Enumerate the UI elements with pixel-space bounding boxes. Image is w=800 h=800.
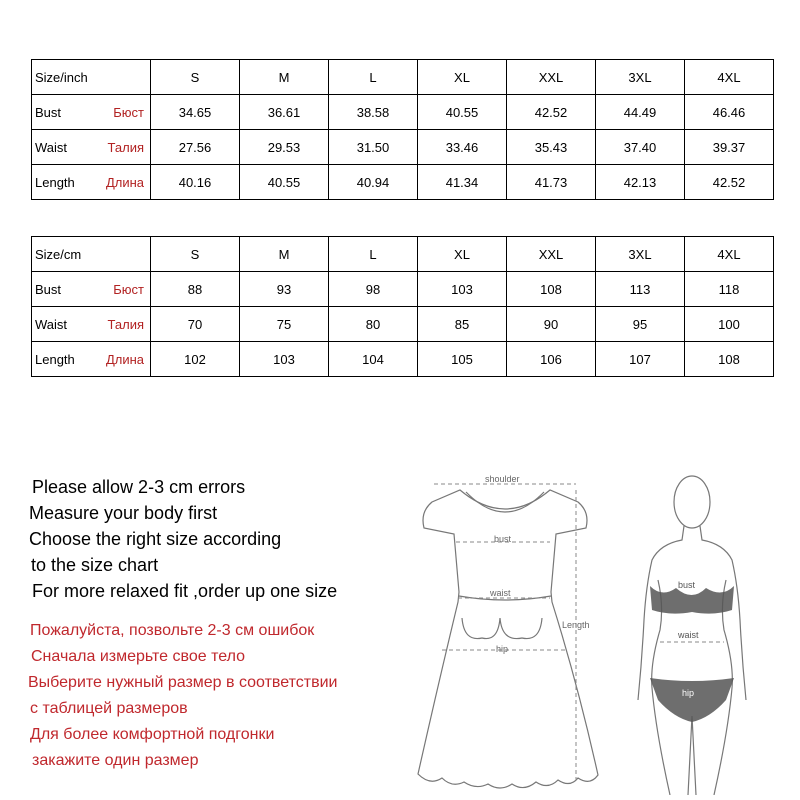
- table-cell: 42.13: [596, 165, 685, 200]
- row-label-ru: Талия: [107, 139, 144, 155]
- size-header: 3XL: [596, 237, 685, 272]
- note-line: Measure your body first: [29, 503, 218, 523]
- table-cell: 103: [240, 342, 329, 377]
- row-label-ru: Бюст: [113, 104, 144, 120]
- body-bust-label: bust: [678, 580, 696, 590]
- table-row: [32, 272, 774, 307]
- table-cell: 105: [418, 342, 507, 377]
- size-header: M: [240, 60, 329, 95]
- row-label: [32, 272, 151, 307]
- table-cell: 108: [685, 342, 774, 377]
- row-label: [32, 130, 151, 165]
- table-cell: 46.46: [685, 95, 774, 130]
- table-cell: 93: [240, 272, 329, 307]
- row-label-en: Bust: [35, 281, 62, 297]
- hip-label: hip: [496, 644, 509, 654]
- table-cell: 33.46: [418, 130, 507, 165]
- table-cell: 38.58: [329, 95, 418, 130]
- size-header: L: [329, 237, 418, 272]
- row-label-en: Bust: [35, 104, 62, 120]
- size-header: M: [240, 237, 329, 272]
- note-line: закажите один размер: [32, 752, 199, 769]
- note-line: Choose the right size according: [29, 529, 282, 549]
- table-cell: 34.65: [151, 95, 240, 130]
- table-cell: 100: [685, 307, 774, 342]
- hip-band: [650, 678, 734, 722]
- bust-label: bust: [494, 534, 512, 544]
- note-line: For more relaxed fit ,order up one size: [32, 581, 338, 601]
- table-cell: 40.16: [151, 165, 240, 200]
- table-cell: 31.50: [329, 130, 418, 165]
- table-row: [32, 165, 774, 200]
- table-cell: 104: [329, 342, 418, 377]
- note-line: Для более комфортной подгонки: [30, 726, 275, 743]
- table-cell: 85: [418, 307, 507, 342]
- waist-label: waist: [490, 588, 511, 598]
- table-row: [32, 307, 774, 342]
- row-label-ru: Длина: [105, 351, 144, 367]
- dress-diagram: [400, 470, 610, 795]
- row-label-en: Waist: [35, 139, 68, 155]
- table-cell: 39.37: [685, 130, 774, 165]
- size-header: XL: [418, 60, 507, 95]
- table-cell: 88: [151, 272, 240, 307]
- table-cell: 40.94: [329, 165, 418, 200]
- dress-fold: [462, 618, 542, 639]
- note-line: с таблицей размеров: [30, 700, 188, 717]
- size-header: S: [151, 237, 240, 272]
- table-cell: 95: [596, 307, 685, 342]
- size-header: XXL: [507, 237, 596, 272]
- size-header: 3XL: [596, 60, 685, 95]
- table-cell: 27.56: [151, 130, 240, 165]
- table-cell: 40.55: [240, 165, 329, 200]
- row-label-en: Length: [35, 351, 75, 367]
- size-header: L: [329, 60, 418, 95]
- row-label: [32, 95, 151, 130]
- table-cell: 42.52: [507, 95, 596, 130]
- table-cell: 75: [240, 307, 329, 342]
- notes-russian: [28, 618, 337, 774]
- table-cell: 90: [507, 307, 596, 342]
- table-cell: 42.52: [685, 165, 774, 200]
- table-cell: 108: [507, 272, 596, 307]
- table-cell: 103: [418, 272, 507, 307]
- head-outline: [674, 476, 710, 528]
- row-label: [32, 307, 151, 342]
- size-header: XXL: [507, 60, 596, 95]
- table-cell: 80: [329, 307, 418, 342]
- table-cell: 36.61: [240, 95, 329, 130]
- size-header: S: [151, 60, 240, 95]
- table-cell: 102: [151, 342, 240, 377]
- size-header: 4XL: [685, 60, 774, 95]
- bust-band: [650, 586, 734, 614]
- table-row: [32, 95, 774, 130]
- table-header-label: Size/inch: [32, 60, 151, 95]
- table-header-row: [32, 237, 774, 272]
- note-line: Пожалуйста, позвольте 2-3 см ошибок: [30, 622, 315, 639]
- note-line: Please allow 2-3 cm errors: [32, 477, 246, 497]
- size-header: 4XL: [685, 237, 774, 272]
- table-header-label: Size/cm: [32, 237, 151, 272]
- note-line: Сначала измерьте свое тело: [31, 648, 245, 665]
- row-label-en: Length: [35, 174, 75, 190]
- shoulder-label: shoulder: [485, 474, 520, 484]
- notes-english: [29, 474, 337, 604]
- table-cell: 107: [596, 342, 685, 377]
- body-waist-label: waist: [678, 630, 699, 640]
- table-cell: 29.53: [240, 130, 329, 165]
- table-cell: 41.73: [507, 165, 596, 200]
- length-label: Length: [562, 620, 590, 630]
- body-diagram: [630, 470, 750, 795]
- body-outline: [638, 526, 746, 795]
- table-cell: 37.40: [596, 130, 685, 165]
- table-cell: 40.55: [418, 95, 507, 130]
- table-header-row: [32, 60, 774, 95]
- note-line: to the size chart: [31, 555, 159, 575]
- row-label-ru: Длина: [105, 174, 144, 190]
- size-header: XL: [418, 237, 507, 272]
- table-cell: 113: [596, 272, 685, 307]
- row-label-ru: Талия: [107, 316, 144, 332]
- table-row: [32, 342, 774, 377]
- table-row: [32, 130, 774, 165]
- table-cell: 118: [685, 272, 774, 307]
- table-cell: 35.43: [507, 130, 596, 165]
- table-cell: 41.34: [418, 165, 507, 200]
- body-hip-label: hip: [682, 688, 695, 698]
- row-label-en: Waist: [35, 316, 68, 332]
- table-cell: 44.49: [596, 95, 685, 130]
- row-label: [32, 342, 151, 377]
- row-label-ru: Бюст: [113, 281, 144, 297]
- note-line: Выберите нужный размер в соответствии: [28, 674, 338, 691]
- size-table-inch: [31, 59, 774, 200]
- size-table-cm: [31, 236, 774, 377]
- table-cell: 98: [329, 272, 418, 307]
- row-label: [32, 165, 151, 200]
- table-cell: 106: [507, 342, 596, 377]
- table-cell: 70: [151, 307, 240, 342]
